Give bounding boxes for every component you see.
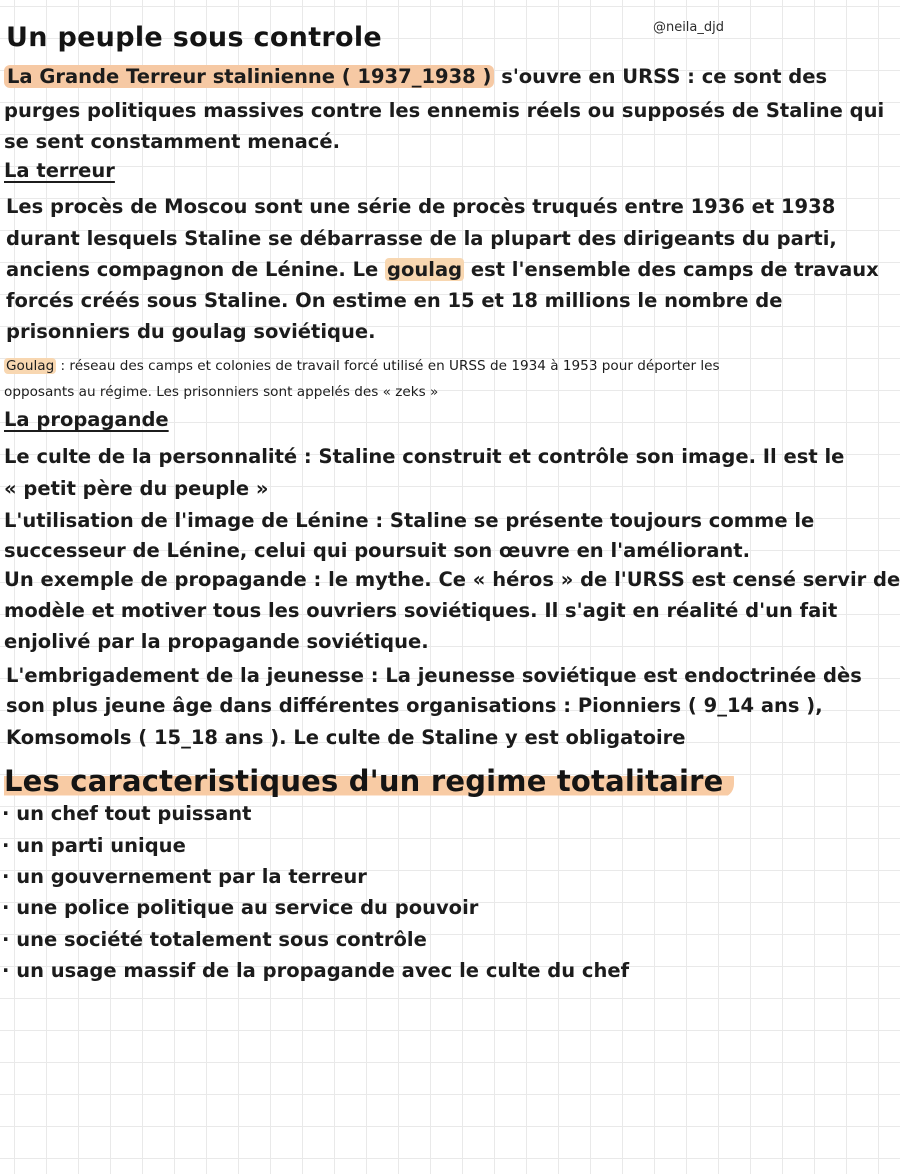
intro-line-3: se sent constamment menacé. [4,130,341,153]
intro-line-1 [4,61,827,93]
terreur-line-3-pre: anciens compagnon de Lénine. Le [6,258,386,281]
propagande-p1-line-2: « petit père du peuple » [4,477,269,500]
goulag-definition-term: Goulag [6,358,55,374]
goulag-definition-line-2: opposants au régime. Les prisonniers sont appelés des « zeks » [4,384,439,400]
section-heading-caracteristiques [4,764,734,798]
section-heading-propagande: La propagande [4,408,169,431]
list-item: · un parti unique [2,834,186,857]
terreur-line-5: prisonniers du goulag soviétique. [6,320,376,343]
terreur-line-1: Les procès de Moscou sont une série de procès truqués entre 1936 et 1938 [6,195,836,218]
intro-highlight: La Grande Terreur stalinienne ( 1937_1938 ) [4,65,494,88]
propagande-p4-line-3: Komsomols ( 15_18 ans ). Le culte de Staline y est obligatoire [6,726,686,749]
propagande-p2-line-1: L'utilisation de l'image de Lénine : Staline se présente toujours comme le [4,509,815,532]
list-item: · un gouvernement par la terreur [2,865,367,888]
propagande-p4-line-1: L'embrigadement de la jeunesse : La jeunesse soviétique est endoctrinée dès [6,664,862,687]
propagande-p3-line-1: Un exemple de propagande : le mythe. Ce « héros » de l'URSS est censé servir de [4,568,900,591]
terreur-line-3 [6,254,879,286]
list-item: · une société totalement sous contrôle [2,928,427,951]
goulag-definition-line-1 [4,354,720,378]
propagande-p3-line-3: enjolivé par la propagande soviétique. [4,630,429,653]
list-item: · un chef tout puissant [2,802,252,825]
intro-line-2: purges politiques massives contre les ennemis réels ou supposés de Staline qui [4,99,885,122]
propagande-p1-line-1: Le culte de la personnalité : Staline construit et contrôle son image. Il est le [4,445,845,468]
goulag-definition-text: : réseau des camps et colonies de travail forcé utilisé en URSS de 1934 à 1953 pour déporter les [56,358,720,374]
intro-line-1-rest: s'ouvre en URSS : ce sont des [494,65,828,88]
propagande-p4-line-2: son plus jeune âge dans différentes organisations : Pionniers ( 9_14 ans ), [6,694,823,717]
terreur-line-3-post: est l'ensemble des camps de travaux [464,258,879,281]
goulag-highlight: goulag [387,258,463,281]
section-heading-terreur: La terreur [4,159,115,182]
author-handle: @neila_djd [652,20,724,35]
propagande-p3-line-2: modèle et motiver tous les ouvriers soviétiques. Il s'agit en réalité d'un fait [4,599,838,622]
page-title: Un peuple sous controle [6,22,383,53]
terreur-line-4: forcés créés sous Staline. On estime en 15 et 18 millions le nombre de [6,289,783,312]
terreur-line-2: durant lesquels Staline se débarrasse de la plupart des dirigeants du parti, [6,227,837,250]
list-item: · un usage massif de la propagande avec le culte du chef [2,959,630,982]
list-item: · une police politique au service du pouvoir [2,896,479,919]
caracteristiques-heading-text: Les caracteristiques d'un regime totalitaire [4,764,734,798]
propagande-p2-line-2: successeur de Lénine, celui qui poursuit son œuvre en l'améliorant. [4,539,750,562]
